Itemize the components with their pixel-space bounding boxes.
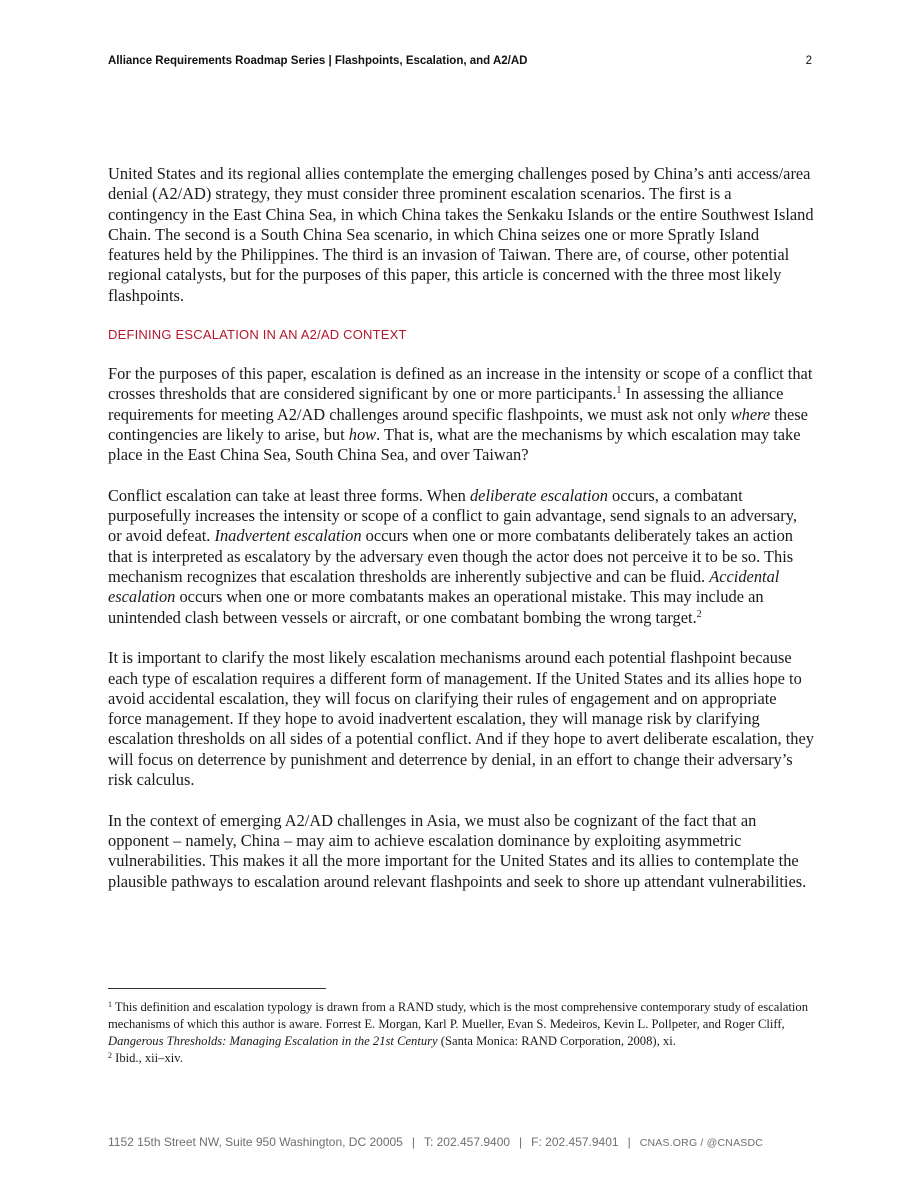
footnotes xyxy=(108,999,814,1067)
emphasis-how: how xyxy=(348,424,377,444)
cited-title: Dangerous Thresholds: Managing Escalation in the 21st Century xyxy=(108,1034,438,1049)
footer-separator: | xyxy=(411,1135,415,1149)
footer-telephone: T: 202.457.9400 xyxy=(423,1135,511,1149)
main-body xyxy=(108,164,814,912)
footnote-ref-1[interactable]: 1 xyxy=(616,385,622,397)
emphasis-deliberate: deliberate escalation xyxy=(469,485,608,505)
text-run: . That is, what are the mechanisms by which escalation may take place in the East China Sea, South China Sea, and over Taiwan? xyxy=(108,424,801,465)
footnote-1 xyxy=(108,999,814,1050)
emphasis-accidental: Accidental escalation xyxy=(108,567,780,607)
footer-address: 1152 15th Street NW, Suite 950 Washington, DC 20005 xyxy=(108,1135,403,1149)
paragraph-context: In the context of emerging A2/AD challenges in Asia, we must also be cognizant of the fact that an opponent – namely, China – may aim to achieve escalation dominance by exploiting asymmetric vulnerabilities. This makes it all the more important for the United States and its allies to contemplate the plausible pathways to escalation around relevant flashpoints and seek to shore up attendant vulnerabilities. xyxy=(108,810,807,891)
emphasis-inadvertent: Inadvertent escalation xyxy=(214,526,362,546)
footnote-2 xyxy=(108,1050,814,1067)
emphasis-where: where xyxy=(730,404,771,424)
footer-fax: F: 202.457.9401 xyxy=(531,1135,619,1149)
section-heading: DEFINING ESCALATION IN AN A2/AD CONTEXT xyxy=(108,327,407,343)
paragraph-mechanisms: It is important to clarify the most likely escalation mechanisms around each potential flashpoint because each type of escalation requires a different form of management. If the United States and its allies hope to avoid accidental escalation, they will focus on clarifying their rules of engagement and on appropriate force management. If they hope to avoid inadvertent escalation, they will manage risk by clarifying escalation thresholds on all sides of a potential conflict. And if they hope to avert deliberate escalation, they will focus on deterrence by punishment and deterrence by denial, in an effort to change their adversary’s risk calculus. xyxy=(108,648,814,790)
page-footer xyxy=(108,1135,814,1149)
text-run: these contingencies are likely to arise, but xyxy=(108,404,808,444)
footnote-marker: 1 xyxy=(108,1000,112,1009)
text-run: This definition and escalation typology is drawn from a RAND study, which is the most comprehensive contemporary study of escalation mechanisms of which this author is aware. Forrest E. Morgan, Karl P. Mueller, Evan S. Medeiros, Kevin L. Pollpeter, and Roger Cliff, xyxy=(108,1000,809,1032)
page-number: 2 xyxy=(805,55,812,67)
running-header xyxy=(108,55,812,71)
text-run: In assessing the alliance requirements for meeting A2/AD challenges around specific flashpoints, we must ask not only xyxy=(108,384,784,424)
paragraph-escalation-forms xyxy=(108,486,814,628)
footer-web-social[interactable]: CNAS.ORG / @CNASDC xyxy=(639,1137,764,1149)
series-title: Alliance Requirements Roadmap Series | Flashpoints, Escalation, and A2/AD xyxy=(108,55,528,67)
footnote-marker: 2 xyxy=(108,1051,112,1061)
footer-separator: | xyxy=(627,1135,631,1149)
footer-separator: | xyxy=(519,1135,523,1149)
text-run: For the purposes of this paper, escalation is defined as an increase in the intensity or scope of a conflict that crosses thresholds that are considered significant by one or more participants. xyxy=(108,364,813,404)
text-run: (Santa Monica: RAND Corporation, 2008), xi. xyxy=(437,1034,676,1049)
text-run: Ibid., xii–xiv. xyxy=(112,1051,183,1066)
intro-paragraph: United States and its regional allies contemplate the emerging challenges posed by China’s anti access/area denial (A2/AD) strategy, they must consider three prominent escalation scenarios. The first is a contingency in the East China Sea, in which China takes the Senkaku Islands or the entire Southwest Island Chain. The second is a South China Sea scenario, in which China seizes one or more Spratly Island features held by the Philippines. The third is an invasion of Taiwan. There are, of course, other potential regional catalysts, but for the purposes of this paper, this article is concerned with the three most likely flashpoints. xyxy=(108,164,814,305)
paragraph-definition xyxy=(108,364,814,465)
text-run: occurs when one or more combatants makes an operational mistake. This may include an unintended clash between vessels or aircraft, or one combatant bombing the wrong target. xyxy=(108,587,764,627)
text-run: occurs when one or more combatants deliberately takes an action that is interpreted as escalatory by the adversary even though the actor does not perceive it to be so. This mechanism recognizes that escalation thresholds are inherently subjective and can be fluid. xyxy=(108,526,794,587)
footnote-ref-2[interactable]: 2 xyxy=(696,608,702,620)
text-run: occurs, a combatant purposefully increases the intensity or scope of a conflict to gain advantage, send signals to an adversary, or avoid defeat. xyxy=(108,485,797,546)
footnote-divider xyxy=(108,988,326,989)
text-run: Conflict escalation can take at least three forms. When xyxy=(108,485,470,505)
